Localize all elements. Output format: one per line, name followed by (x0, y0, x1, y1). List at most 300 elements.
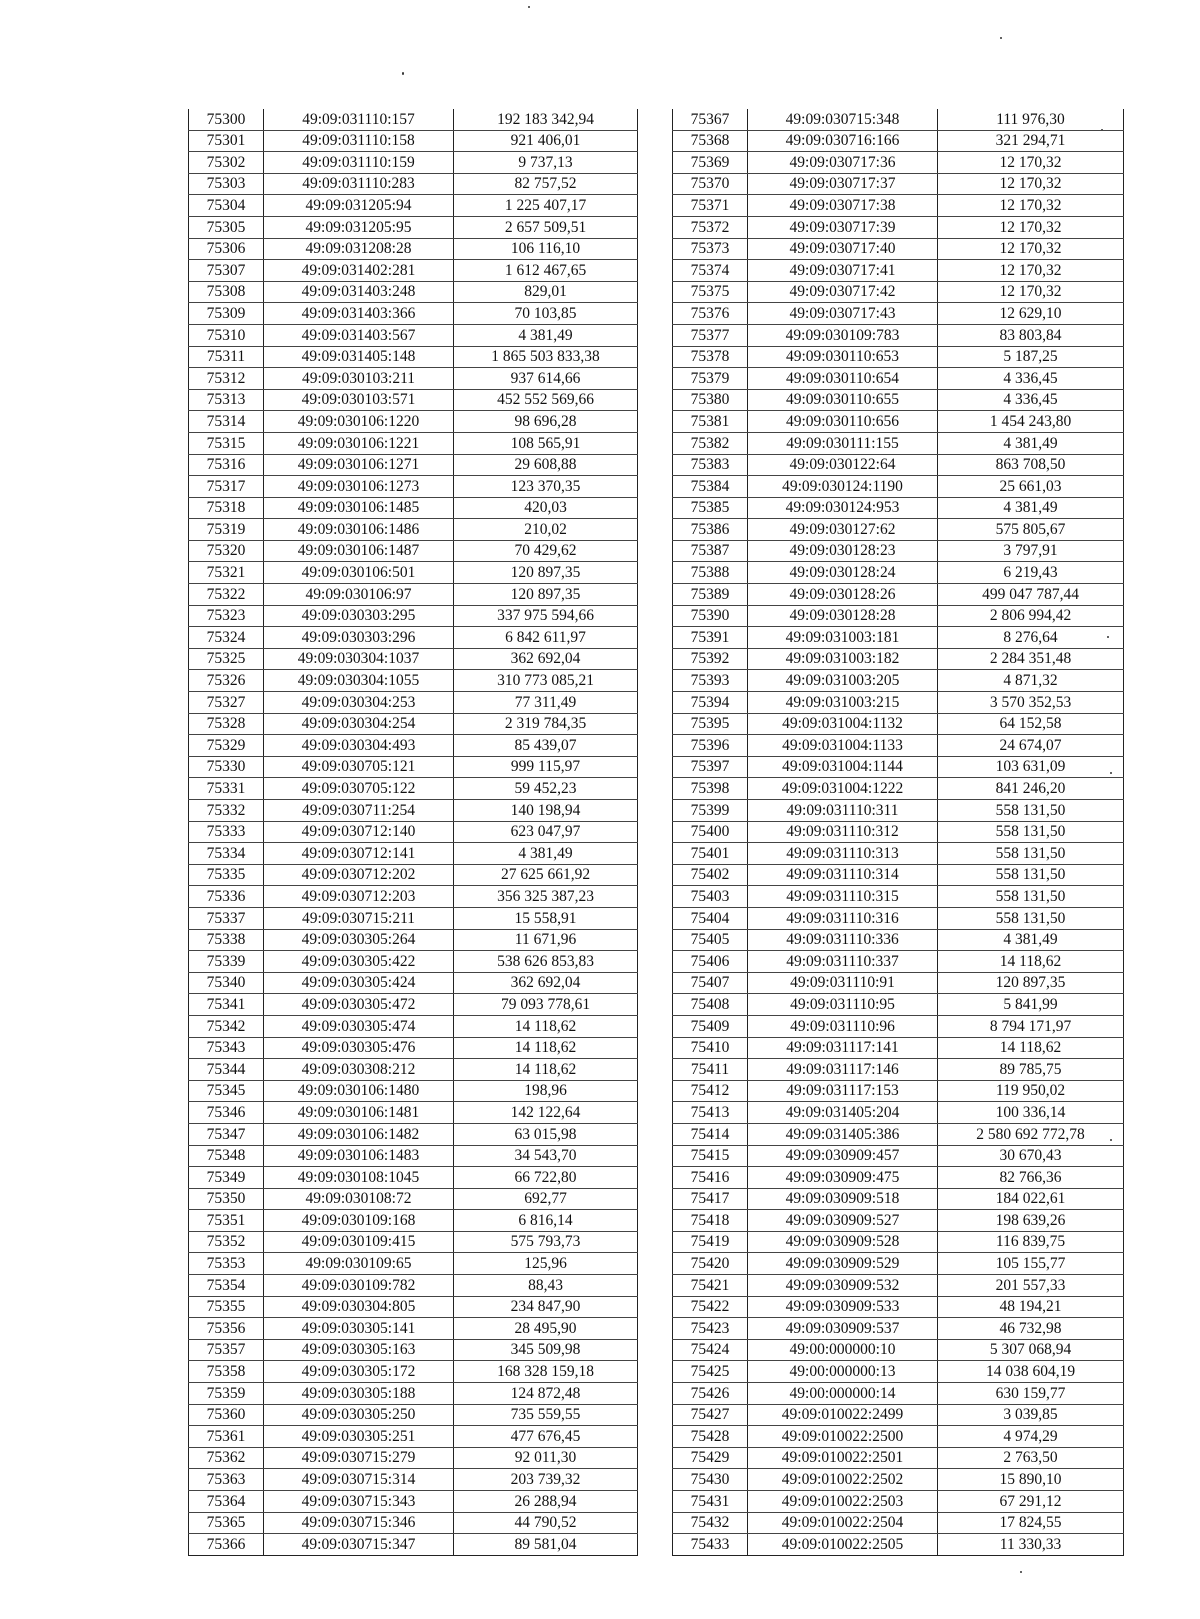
row-number: 75430 (673, 1469, 748, 1491)
table-row (189, 324, 638, 346)
cadastral-number: 49:09:030715:314 (264, 1469, 454, 1491)
amount: 123 370,35 (454, 476, 638, 498)
amount: 108 565,91 (454, 432, 638, 454)
table-row (189, 454, 638, 476)
table-row (189, 1447, 638, 1469)
row-number: 75356 (189, 1318, 264, 1340)
table-row (189, 627, 638, 649)
cadastral-number: 49:00:000000:10 (748, 1339, 938, 1361)
left-table-body (189, 109, 638, 1555)
table-row (673, 735, 1124, 757)
cadastral-number: 49:09:030717:42 (748, 281, 938, 303)
table-row (673, 692, 1124, 714)
table-row (189, 951, 638, 973)
amount: 630 159,77 (938, 1383, 1124, 1405)
scan-speck (528, 6, 530, 8)
row-number: 75413 (673, 1102, 748, 1124)
cadastral-number: 49:09:030106:501 (264, 562, 454, 584)
amount: 77 311,49 (454, 692, 638, 714)
row-number: 75346 (189, 1102, 264, 1124)
amount: 59 452,23 (454, 778, 638, 800)
table-row (189, 476, 638, 498)
amount: 921 406,01 (454, 130, 638, 152)
cadastral-number: 49:09:030712:202 (264, 864, 454, 886)
amount: 8 794 171,97 (938, 1015, 1124, 1037)
row-number: 75375 (673, 281, 748, 303)
row-number: 75420 (673, 1253, 748, 1275)
table-row (189, 843, 638, 865)
cadastral-number: 49:09:030127:62 (748, 519, 938, 541)
cadastral-number: 49:09:031110:91 (748, 972, 938, 994)
table-row (189, 173, 638, 195)
row-number: 75418 (673, 1210, 748, 1232)
row-number: 75314 (189, 411, 264, 433)
amount: 12 170,32 (938, 195, 1124, 217)
amount: 2 580 692 772,78 (938, 1123, 1124, 1145)
row-number: 75379 (673, 368, 748, 390)
table-row (189, 929, 638, 951)
amount: 11 671,96 (454, 929, 638, 951)
table-row (189, 1296, 638, 1318)
row-number: 75431 (673, 1491, 748, 1513)
cadastral-number: 49:09:030122:64 (748, 454, 938, 476)
table-row (189, 864, 638, 886)
amount: 14 038 604,19 (938, 1361, 1124, 1383)
cadastral-number: 49:09:030305:474 (264, 1015, 454, 1037)
cadastral-number: 49:09:030716:166 (748, 130, 938, 152)
cadastral-number: 49:09:030109:168 (264, 1210, 454, 1232)
table-row (189, 648, 638, 670)
row-number: 75396 (673, 735, 748, 757)
row-number: 75371 (673, 195, 748, 217)
cadastral-number: 49:09:030103:571 (264, 389, 454, 411)
table-row (189, 778, 638, 800)
amount: 64 152,58 (938, 713, 1124, 735)
table-row (189, 1059, 638, 1081)
row-number: 75317 (189, 476, 264, 498)
row-number: 75357 (189, 1339, 264, 1361)
row-number: 75361 (189, 1426, 264, 1448)
amount: 4 381,49 (938, 497, 1124, 519)
amount: 14 118,62 (454, 1015, 638, 1037)
cadastral-number: 49:09:030106:1271 (264, 454, 454, 476)
cadastral-number: 49:09:030715:279 (264, 1447, 454, 1469)
cadastral-number: 49:09:030712:140 (264, 821, 454, 843)
left-table (188, 109, 638, 1556)
table-row (673, 994, 1124, 1016)
table-row (673, 411, 1124, 433)
amount: 88,43 (454, 1275, 638, 1297)
row-number: 75414 (673, 1123, 748, 1145)
amount: 67 291,12 (938, 1491, 1124, 1513)
row-number: 75403 (673, 886, 748, 908)
cadastral-number: 49:09:030304:805 (264, 1296, 454, 1318)
cadastral-number: 49:09:031117:146 (748, 1059, 938, 1081)
cadastral-number: 49:09:030909:518 (748, 1188, 938, 1210)
row-number: 75397 (673, 756, 748, 778)
row-number: 75349 (189, 1167, 264, 1189)
cadastral-number: 49:09:031110:158 (264, 130, 454, 152)
cadastral-number: 49:09:030305:172 (264, 1361, 454, 1383)
cadastral-number: 49:09:031003:205 (748, 670, 938, 692)
amount: 2 763,50 (938, 1447, 1124, 1469)
row-number: 75376 (673, 303, 748, 325)
row-number: 75419 (673, 1231, 748, 1253)
amount: 82 766,36 (938, 1167, 1124, 1189)
amount: 6 219,43 (938, 562, 1124, 584)
row-number: 75350 (189, 1188, 264, 1210)
row-number: 75363 (189, 1469, 264, 1491)
amount: 12 170,32 (938, 173, 1124, 195)
cadastral-number: 49:09:031205:94 (264, 195, 454, 217)
table-row (673, 281, 1124, 303)
cadastral-number: 49:09:030128:24 (748, 562, 938, 584)
table-row (189, 692, 638, 714)
amount: 692,77 (454, 1188, 638, 1210)
amount: 28 495,90 (454, 1318, 638, 1340)
row-number: 75390 (673, 605, 748, 627)
amount: 14 118,62 (454, 1059, 638, 1081)
cadastral-number: 49:09:031405:148 (264, 346, 454, 368)
table-row (673, 260, 1124, 282)
amount: 29 608,88 (454, 454, 638, 476)
amount: 103 631,09 (938, 756, 1124, 778)
amount: 120 897,35 (454, 562, 638, 584)
cadastral-number: 49:09:010022:2504 (748, 1512, 938, 1534)
table-row (673, 497, 1124, 519)
row-number: 75394 (673, 692, 748, 714)
amount: 3 797,91 (938, 540, 1124, 562)
table-row (673, 476, 1124, 498)
row-number: 75360 (189, 1404, 264, 1426)
amount: 362 692,04 (454, 648, 638, 670)
amount: 558 131,50 (938, 907, 1124, 929)
amount: 937 614,66 (454, 368, 638, 390)
table-row (189, 216, 638, 238)
table-row (189, 1491, 638, 1513)
table-row (189, 1080, 638, 1102)
table-row (189, 238, 638, 260)
table-row (189, 346, 638, 368)
table-row (673, 1426, 1124, 1448)
row-number: 75316 (189, 454, 264, 476)
cadastral-number: 49:09:010022:2499 (748, 1404, 938, 1426)
amount: 623 047,97 (454, 821, 638, 843)
cadastral-number: 49:09:031003:215 (748, 692, 938, 714)
row-number: 75377 (673, 324, 748, 346)
row-number: 75409 (673, 1015, 748, 1037)
cadastral-number: 49:09:031403:248 (264, 281, 454, 303)
table-row (189, 1318, 638, 1340)
row-number: 75381 (673, 411, 748, 433)
amount: 12 170,32 (938, 152, 1124, 174)
cadastral-number: 49:09:031003:182 (748, 648, 938, 670)
amount: 11 330,33 (938, 1534, 1124, 1556)
amount: 3 570 352,53 (938, 692, 1124, 714)
table-row (673, 519, 1124, 541)
table-row (673, 907, 1124, 929)
cadastral-number: 49:09:030305:188 (264, 1383, 454, 1405)
amount: 210,02 (454, 519, 638, 541)
amount: 12 170,32 (938, 238, 1124, 260)
cadastral-number: 49:09:031110:312 (748, 821, 938, 843)
amount: 362 692,04 (454, 972, 638, 994)
amount: 558 131,50 (938, 821, 1124, 843)
cadastral-number: 49:09:030909:532 (748, 1275, 938, 1297)
cadastral-number: 49:09:031405:386 (748, 1123, 938, 1145)
table-row (189, 1145, 638, 1167)
row-number: 75322 (189, 584, 264, 606)
table-row (673, 1210, 1124, 1232)
cadastral-number: 49:09:030303:295 (264, 605, 454, 627)
amount: 538 626 853,83 (454, 951, 638, 973)
cadastral-number: 49:09:030110:654 (748, 368, 938, 390)
row-number: 75342 (189, 1015, 264, 1037)
row-number: 75352 (189, 1231, 264, 1253)
cadastral-number: 49:09:030909:537 (748, 1318, 938, 1340)
row-number: 75347 (189, 1123, 264, 1145)
amount: 1 225 407,17 (454, 195, 638, 217)
amount: 4 381,49 (454, 324, 638, 346)
amount: 2 284 351,48 (938, 648, 1124, 670)
table-row (673, 584, 1124, 606)
amount: 558 131,50 (938, 800, 1124, 822)
row-number: 75319 (189, 519, 264, 541)
row-number: 75332 (189, 800, 264, 822)
table-row (189, 1404, 638, 1426)
row-number: 75354 (189, 1275, 264, 1297)
scan-speck (402, 72, 404, 75)
row-number: 75373 (673, 238, 748, 260)
cadastral-number: 49:09:010022:2505 (748, 1534, 938, 1556)
amount: 499 047 787,44 (938, 584, 1124, 606)
table-row (673, 778, 1124, 800)
row-number: 75402 (673, 864, 748, 886)
table-row (189, 1037, 638, 1059)
table-row (673, 821, 1124, 843)
table-row (673, 1037, 1124, 1059)
table-row (673, 972, 1124, 994)
right-table-body (673, 109, 1124, 1555)
row-number: 75374 (673, 260, 748, 282)
amount: 15 558,91 (454, 907, 638, 929)
table-row (189, 1361, 638, 1383)
amount: 4 381,49 (454, 843, 638, 865)
amount: 70 103,85 (454, 303, 638, 325)
cadastral-number: 49:09:031004:1222 (748, 778, 938, 800)
amount: 46 732,98 (938, 1318, 1124, 1340)
row-number: 75407 (673, 972, 748, 994)
table-row (673, 109, 1124, 130)
table-row (189, 1231, 638, 1253)
row-number: 75369 (673, 152, 748, 174)
cadastral-number: 49:09:030717:39 (748, 216, 938, 238)
cadastral-number: 49:09:031205:95 (264, 216, 454, 238)
amount: 841 246,20 (938, 778, 1124, 800)
amount: 321 294,71 (938, 130, 1124, 152)
cadastral-number: 49:09:010022:2503 (748, 1491, 938, 1513)
amount: 8 276,64 (938, 627, 1124, 649)
cadastral-number: 49:09:030109:65 (264, 1253, 454, 1275)
table-row (189, 497, 638, 519)
cadastral-number: 49:09:030303:296 (264, 627, 454, 649)
row-number: 75355 (189, 1296, 264, 1318)
cadastral-number: 49:09:030128:26 (748, 584, 938, 606)
row-number: 75310 (189, 324, 264, 346)
row-number: 75398 (673, 778, 748, 800)
row-number: 75425 (673, 1361, 748, 1383)
amount: 4 336,45 (938, 389, 1124, 411)
amount: 2 657 509,51 (454, 216, 638, 238)
table-row (673, 346, 1124, 368)
table-row (189, 1426, 638, 1448)
cadastral-number: 49:09:030106:1485 (264, 497, 454, 519)
row-number: 75412 (673, 1080, 748, 1102)
cadastral-number: 49:09:030717:37 (748, 173, 938, 195)
row-number: 75337 (189, 907, 264, 929)
cadastral-number: 49:09:031110:316 (748, 907, 938, 929)
row-number: 75426 (673, 1383, 748, 1405)
table-row (673, 1015, 1124, 1037)
table-row (189, 260, 638, 282)
row-number: 75348 (189, 1145, 264, 1167)
table-row (189, 584, 638, 606)
cadastral-number: 49:09:030715:347 (264, 1534, 454, 1556)
cadastral-number: 49:09:030305:250 (264, 1404, 454, 1426)
cadastral-number: 49:09:030717:36 (748, 152, 938, 174)
cadastral-number: 49:09:030717:43 (748, 303, 938, 325)
amount: 15 890,10 (938, 1469, 1124, 1491)
table-row (673, 1296, 1124, 1318)
amount: 24 674,07 (938, 735, 1124, 757)
table-row (189, 152, 638, 174)
row-number: 75385 (673, 497, 748, 519)
row-number: 75405 (673, 929, 748, 951)
cadastral-number: 49:09:030909:527 (748, 1210, 938, 1232)
amount: 14 118,62 (938, 951, 1124, 973)
row-number: 75300 (189, 109, 264, 130)
cadastral-number: 49:09:030304:1055 (264, 670, 454, 692)
row-number: 75392 (673, 648, 748, 670)
cadastral-number: 49:09:031004:1133 (748, 735, 938, 757)
table-row (189, 735, 638, 757)
amount: 558 131,50 (938, 886, 1124, 908)
cadastral-number: 49:09:031110:313 (748, 843, 938, 865)
table-row (189, 1469, 638, 1491)
table-row (673, 303, 1124, 325)
table-row (189, 540, 638, 562)
table-row (673, 1318, 1124, 1340)
row-number: 75326 (189, 670, 264, 692)
row-number: 75320 (189, 540, 264, 562)
cadastral-number: 49:09:030110:653 (748, 346, 938, 368)
row-number: 75401 (673, 843, 748, 865)
table-row (189, 1167, 638, 1189)
row-number: 75318 (189, 497, 264, 519)
table-row (673, 756, 1124, 778)
cadastral-number: 49:09:010022:2501 (748, 1447, 938, 1469)
amount: 203 739,32 (454, 1469, 638, 1491)
row-number: 75368 (673, 130, 748, 152)
amount: 12 170,32 (938, 281, 1124, 303)
table-row (673, 540, 1124, 562)
amount: 63 015,98 (454, 1123, 638, 1145)
row-number: 75303 (189, 173, 264, 195)
table-row (673, 1275, 1124, 1297)
row-number: 75344 (189, 1059, 264, 1081)
amount: 83 803,84 (938, 324, 1124, 346)
cadastral-number: 49:09:030106:1486 (264, 519, 454, 541)
cadastral-number: 49:09:031004:1144 (748, 756, 938, 778)
table-row (673, 1231, 1124, 1253)
row-number: 75393 (673, 670, 748, 692)
row-number: 75364 (189, 1491, 264, 1513)
cadastral-number: 49:09:030109:783 (748, 324, 938, 346)
table-row (673, 152, 1124, 174)
table-row (673, 605, 1124, 627)
table-row (673, 1404, 1124, 1426)
cadastral-number: 49:09:030106:1220 (264, 411, 454, 433)
amount: 4 381,49 (938, 929, 1124, 951)
cadastral-number: 49:09:030305:422 (264, 951, 454, 973)
cadastral-number: 49:09:031110:283 (264, 173, 454, 195)
amount: 168 328 159,18 (454, 1361, 638, 1383)
row-number: 75382 (673, 432, 748, 454)
amount: 4 871,32 (938, 670, 1124, 692)
table-row (673, 648, 1124, 670)
row-number: 75406 (673, 951, 748, 973)
amount: 1 612 467,65 (454, 260, 638, 282)
amount: 89 785,75 (938, 1059, 1124, 1081)
row-number: 75389 (673, 584, 748, 606)
cadastral-number: 49:09:030909:475 (748, 1167, 938, 1189)
amount: 82 757,52 (454, 173, 638, 195)
table-row (189, 972, 638, 994)
amount: 25 661,03 (938, 476, 1124, 498)
table-row (189, 756, 638, 778)
cadastral-number: 49:09:030712:141 (264, 843, 454, 865)
table-row (189, 130, 638, 152)
amount: 201 557,33 (938, 1275, 1124, 1297)
table-row (189, 303, 638, 325)
amount: 356 325 387,23 (454, 886, 638, 908)
amount: 4 381,49 (938, 432, 1124, 454)
cadastral-number: 49:09:030305:424 (264, 972, 454, 994)
table-row (189, 713, 638, 735)
amount: 3 039,85 (938, 1404, 1124, 1426)
amount: 337 975 594,66 (454, 605, 638, 627)
amount: 125,96 (454, 1253, 638, 1275)
table-row (189, 1534, 638, 1556)
cadastral-number: 49:09:030128:28 (748, 605, 938, 627)
row-number: 75366 (189, 1534, 264, 1556)
table-row (673, 1447, 1124, 1469)
row-number: 75307 (189, 260, 264, 282)
amount: 66 722,80 (454, 1167, 638, 1189)
cadastral-number: 49:09:031403:366 (264, 303, 454, 325)
row-number: 75395 (673, 713, 748, 735)
row-number: 75380 (673, 389, 748, 411)
table-row (673, 1339, 1124, 1361)
amount: 14 118,62 (938, 1037, 1124, 1059)
cadastral-number: 49:09:030106:1221 (264, 432, 454, 454)
table-row (673, 627, 1124, 649)
amount: 142 122,64 (454, 1102, 638, 1124)
table-row (673, 173, 1124, 195)
cadastral-number: 49:09:030124:953 (748, 497, 938, 519)
row-number: 75423 (673, 1318, 748, 1340)
row-number: 75358 (189, 1361, 264, 1383)
